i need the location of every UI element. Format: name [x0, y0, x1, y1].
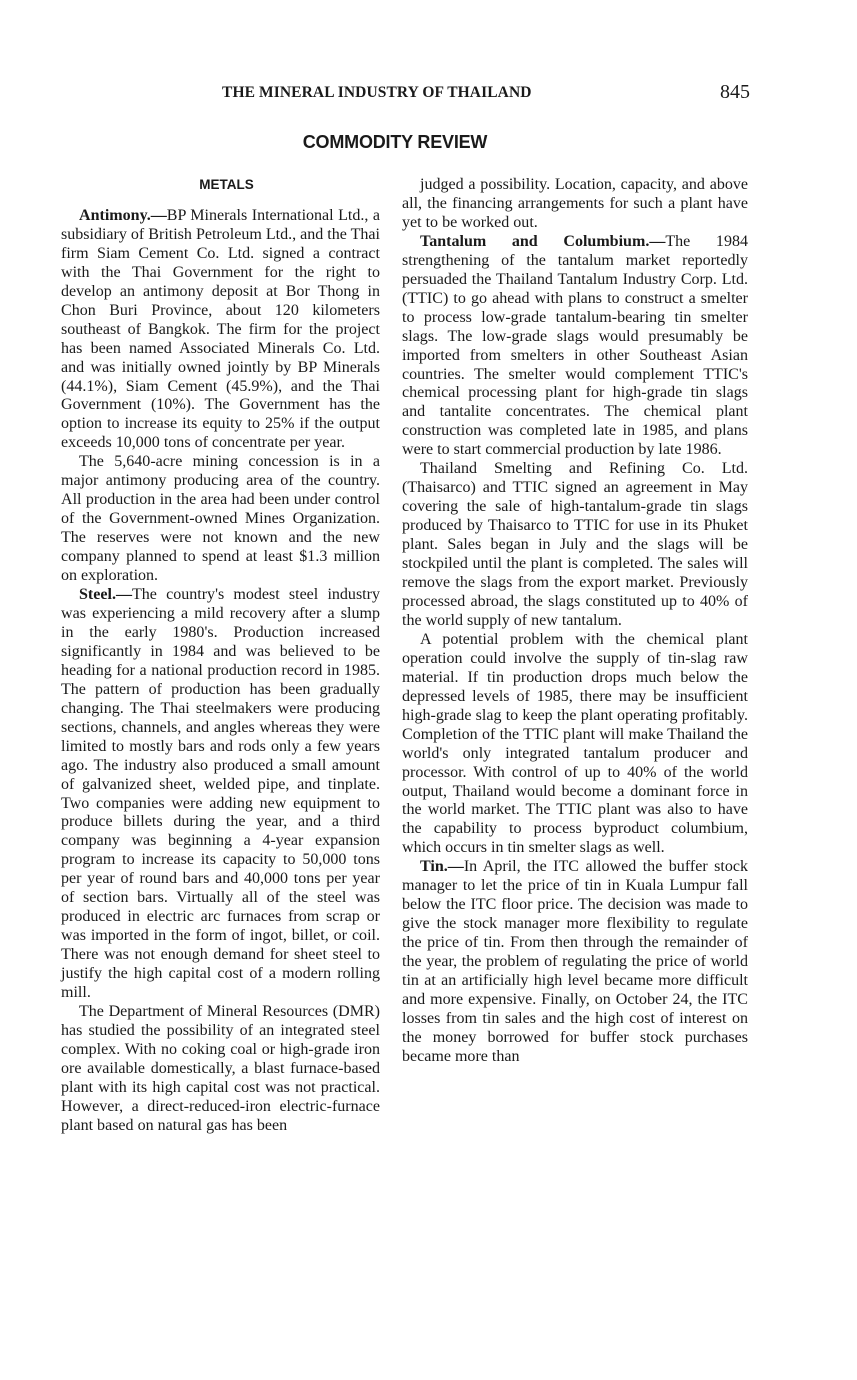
steel-paragraph [61, 586, 380, 1003]
tin-lead: Tin.— [420, 858, 464, 876]
running-title: THE MINERAL INDUSTRY OF THAILAND [222, 84, 532, 101]
running-header [222, 81, 750, 106]
continuation-paragraph: judged a possibility. Location, capacity, and above all, the financing arrangements for such a plant have yet to be worked out. [402, 176, 748, 231]
right-column [402, 176, 748, 1067]
left-column [61, 176, 380, 1136]
problem-paragraph: A potential problem with the chemical plant operation could involve the supply of tin-slag raw material. If tin production drops much below the depressed levels of 1985, there may be insufficient high-grade slag to keep the plant operating profitably. Completion of the TTIC plant will make Thailand the world's only integrated tantalum producer and processor. With control of up to 40% of the world output, Thailand would become a dominant force in the world market. The TTIC plant was also to have the capability to process byproduct columbium, which occurs in tin smelter slags as well. [402, 630, 748, 857]
tantalum-paragraph [402, 233, 748, 460]
dmr-paragraph: The Department of Mineral Resources (DMR) has studied the possibility of an integrated steel complex. With no coking coal or high-grade iron ore available domestically, a blast furnace-based plant with its high capital cost was not practical. However, a direct-reduced-iron electric-furnace plant based on natural gas has been [61, 1002, 380, 1134]
concession-paragraph: The 5,640-acre mining concession is in a major antimony producing area of the country. All production in the area had been under control of the Government-owned Mines Organization. The reserves were not known and the new company planned to spend at least $1.3 million on exploration. [61, 453, 380, 585]
antimony-text: BP Minerals International Ltd., a subsidiary of British Petroleum Ltd., and the Thai firm Siam Cement Co. Ltd. signed a contract with the Thai Government for the right to develop an antimony deposit at Bor Thong in Chon Buri Province, about 120 kilometers southeast of Bangkok. The firm for the project has been named Associated Minerals Co. Ltd. and was initially owned jointly by BP Minerals (44.1%), Siam Cement (45.9%), and the Thai Government (10%). The Government has the option to increase its equity to 25% if the output exceeds 10,000 tons of concentrate per year. [61, 206, 380, 452]
subsection-heading: METALS [199, 177, 254, 192]
section-title: COMMODITY REVIEW [302, 132, 488, 152]
page-number: 845 [720, 81, 750, 103]
tin-paragraph [402, 858, 748, 1066]
antimony-paragraph [61, 207, 380, 453]
tantalum-text: The 1984 strengthening of the tantalum market reportedly persuaded the Thailand Tantalum Industry Corp. Ltd. (TTIC) to go ahead with plans to construct a smelter to process low-grade tantalum-bearing tin smelter slags. The low-grade slags would presumably be imported from smelters in other Southeast Asian countries. The smelter would complement TTIC's chemical processing plant for high-grade tin slags and tantalite concentrates. The chemical plant construction was completed late in 1985, and plans were to start commercial production by late 1986. [402, 232, 748, 459]
tin-text: In April, the ITC allowed the buffer stock manager to let the price of tin in Kuala Lumpur fall below the ITC floor price. The decision was made to give the stock manager more flexibility to regulate the price of tin. From then through the remainder of the year, the problem of regulating the price of world tin at an artificially high level became more difficult and more expensive. Finally, on October 24, the ITC losses from tin sales and the high cost of interest on the money borrowed for buffer stock purchases became more than [402, 858, 748, 1065]
tantalum-lead: Tantalum and Columbium.— [420, 232, 666, 250]
steel-text: The country's modest steel industry was experiencing a mild recovery after a slump in the early 1980's. Production increased significantly in 1984 and was believed to be heading for a national production record in 1985. The pattern of production has been gradually changing. The Thai steelmakers were producing sections, channels, and angles whereas they were limited to mostly bars and rods only a few years ago. The industry also produced a small amount of galvanized sheet, welded pipe, and tinplate. Two companies were adding new equipment to produce billets during the year, and a third company was beginning a 4-year expansion program to increase its capacity to 50,000 tons per year of round bars and 40,000 tons per year of section bars. Virtually all of the steel was produced in electric arc furnaces from scrap or was imported in the form of ingot, billet, or coil. There was not enough demand for sheet steel to justify the high capital cost of a modern rolling mill. [61, 586, 380, 1002]
steel-lead: Steel.— [79, 586, 132, 604]
antimony-lead: Antimony.— [79, 206, 167, 224]
thaisarco-paragraph: Thailand Smelting and Refining Co. Ltd. (Thaisarco) and TTIC signed an agreement in May covering the sale of high-tantalum-grade tin slags produced by Thaisarco to TTIC for use in its Phuket plant. Sales began in July and the slags will be stockpiled until the plant is completed. The sales will remove the slags from the export market. Previously processed abroad, the slags constituted up to 40% of the world supply of new tantalum. [402, 460, 748, 629]
